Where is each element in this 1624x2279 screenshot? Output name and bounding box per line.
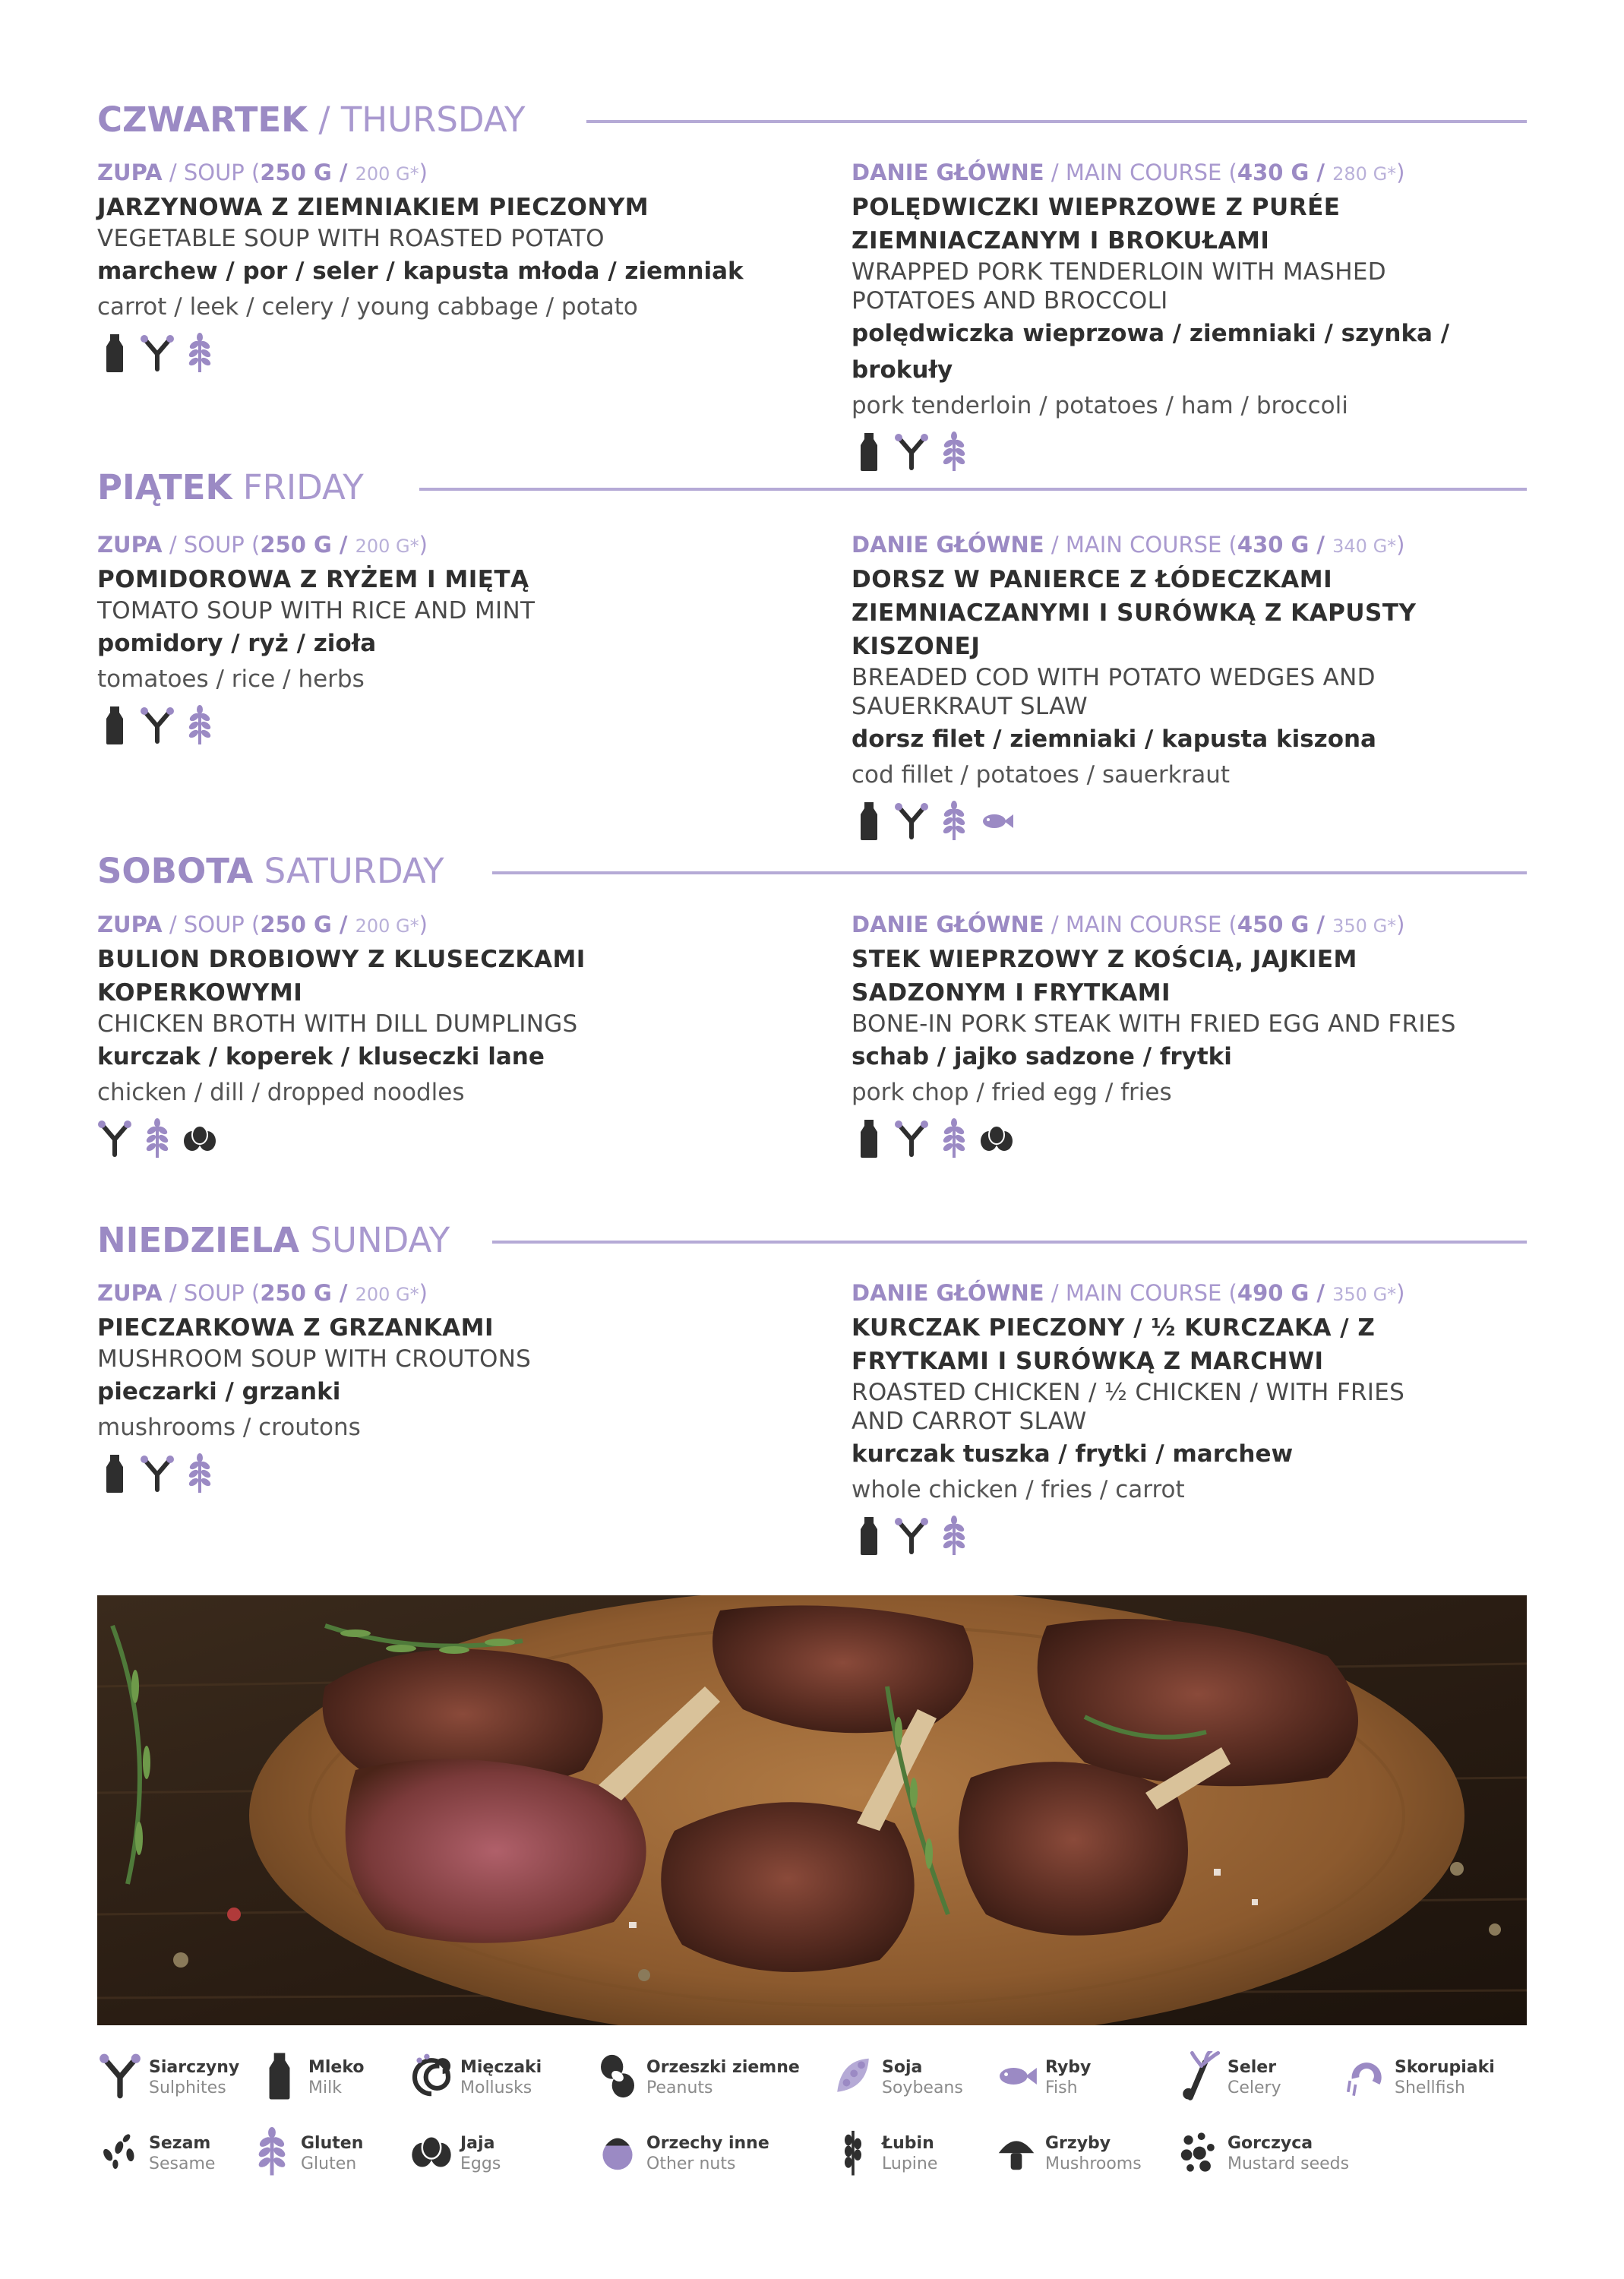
soup-course [97,1276,781,1497]
ingredients-en: tomatoes / rice / herbs [97,665,365,693]
legend-label-pl: Mleko [308,2058,365,2077]
milk-icon [97,1453,132,1497]
day-divider [492,1241,1527,1244]
legend-label-pl: Jaja [460,2134,495,2153]
day-divider [492,871,1527,874]
ingredients-en: pork tenderloin / potatoes / ham / broccoli [851,392,1348,419]
course-label: ZUPA / SOUP (250 G / 200 G*) [97,160,428,185]
gluten-icon [182,333,217,377]
allergen-icons [97,1119,781,1162]
legend-label-en: Eggs [460,2154,501,2173]
main-course [851,1276,1535,1559]
legend-label-en: Milk [308,2078,342,2097]
milk-icon [257,2051,302,2104]
gluten-icon [182,705,217,749]
day-title: CZWARTEK / THURSDAY [97,100,526,140]
legend-item-fish [994,2051,1091,2104]
course-label: ZUPA / SOUP (250 G / 200 G*) [97,1280,428,1306]
ingredients-pl: kurczak tuszka / frytki / marchew [851,1440,1294,1468]
shellfish-icon [1343,2051,1389,2104]
eggs-icon [182,1118,217,1162]
legend-label-pl: Orzeszki ziemne [646,2058,800,2077]
main-course [851,156,1535,475]
sesame-icon [97,2127,143,2180]
day-section-saturday [97,849,1527,894]
legend-label-en: Lupine [882,2154,938,2173]
legend-label-pl: Grzyby [1045,2134,1111,2153]
day-header [97,465,1527,510]
sulphites-icon [97,1118,132,1162]
legend-label-en: Mollusks [460,2078,532,2097]
legend-label-en: Mustard seeds [1227,2154,1350,2173]
dish-name-en: CHICKEN BROTH WITH DILL DUMPLINGS [97,1010,578,1038]
eggs-icon [979,1118,1014,1162]
mushrooms-icon [994,2127,1039,2180]
legend-item-celery [1176,2051,1281,2104]
ingredients-en: whole chicken / fries / carrot [851,1476,1185,1503]
sulphites-icon [894,1118,929,1162]
sulphites-icon [97,2051,143,2104]
day-header [97,97,1527,143]
legend-label-pl: Ryby [1045,2058,1092,2077]
ingredients-pl: pomidory / ryż / zioła [97,630,377,657]
soup-course [97,908,781,1162]
legend-label-pl: Seler [1227,2058,1277,2077]
dish-name-pl: PIECZARKOWA Z GRZANKAMI [97,1314,494,1342]
legend-label-pl: Gorczyca [1227,2134,1313,2153]
peanuts-icon [595,2051,640,2104]
ingredients-pl: polędwiczka wieprzowa / ziemniaki / szynka / brokuły [851,320,1450,384]
allergen-icons [97,333,781,376]
legend-item-peanuts [595,2051,800,2104]
ingredients-pl: schab / jajko sadzone / frytki [851,1043,1232,1070]
allergen-icons [97,706,781,748]
gluten-icon [937,801,972,845]
fish-icon [979,801,1014,845]
celery-icon [1176,2051,1221,2104]
legend-item-mushrooms [994,2127,1142,2180]
legend-label-pl: Łubin [882,2134,934,2153]
dish-name-en: BONE-IN PORK STEAK WITH FRIED EGG AND FRIES [851,1010,1456,1038]
legend-label-en: Sesame [149,2154,216,2173]
milk-icon [851,1516,886,1560]
legend-label-pl: Sezam [149,2134,211,2153]
dish-name-en: VEGETABLE SOUP WITH ROASTED POTATO [97,225,605,252]
legend-label-pl: Skorupiaki [1395,2058,1495,2077]
allergen-icons [851,1119,1535,1162]
sulphites-icon [140,705,175,749]
legend-label-pl: Gluten [301,2134,364,2153]
legend-item-sesame [97,2127,215,2180]
other-nuts-icon [595,2127,640,2180]
mollusks-icon [409,2051,454,2104]
gluten-icon [937,1118,972,1162]
dish-name-en: MUSHROOM SOUP WITH CROUTONS [97,1345,532,1373]
ingredients-en: mushrooms / croutons [97,1414,361,1441]
day-title: SOBOTA SATURDAY [97,851,444,891]
eggs-icon [409,2127,454,2180]
legend-item-lupine [830,2127,937,2180]
legend-item-sulphites [97,2051,239,2104]
course-label: DANIE GŁÓWNE / MAIN COURSE (490 G / 350 G*) [851,1280,1405,1306]
day-header [97,1218,1527,1263]
day-header [97,849,1527,894]
sulphites-icon [894,801,929,845]
gluten-icon [182,1453,217,1497]
legend-label-en: Soybeans [882,2078,963,2097]
lupine-icon [830,2127,876,2180]
legend-label-en: Mushrooms [1045,2154,1142,2173]
dish-name-pl: JARZYNOWA Z ZIEMNIAKIEM PIECZONYM [97,194,649,221]
legend-label-en: Fish [1045,2078,1078,2097]
dish-name-en: BREADED COD WITH POTATO WEDGES AND SAUERKRAUT SLAW [851,664,1376,720]
soup-course [97,156,781,376]
mustard-icon [1176,2127,1221,2180]
course-label: DANIE GŁÓWNE / MAIN COURSE (430 G / 340 G*) [851,532,1405,558]
allergen-icons [851,1516,1535,1559]
legend-item-other-nuts [595,2127,769,2180]
dish-name-pl: DORSZ W PANIERCE Z ŁÓDECZKAMI ZIEMNIACZANYMI I SURÓWKĄ Z KAPUSTY KISZONEJ [851,566,1417,660]
legend-item-shellfish [1343,2051,1495,2104]
day-divider [586,120,1527,123]
legend-item-mollusks [409,2051,542,2104]
ingredients-pl: pieczarki / grzanki [97,1378,341,1405]
gluten-icon [249,2127,295,2180]
main-course [851,908,1535,1162]
legend-label-en: Other nuts [646,2154,736,2173]
milk-icon [851,801,886,845]
dish-name-pl: BULION DROBIOWY Z KLUSECZKAMI KOPERKOWYMI [97,946,586,1007]
sulphites-icon [140,333,175,377]
soybeans-icon [830,2051,876,2104]
dish-name-pl: POLĘDWICZKI WIEPRZOWE Z PURÉE ZIEMNIACZANYM I BROKUŁAMI [851,194,1341,254]
fish-icon [994,2051,1039,2104]
course-label: DANIE GŁÓWNE / MAIN COURSE (450 G / 350 G*) [851,912,1405,937]
legend-label-pl: Soja [882,2058,923,2077]
legend-item-gluten [249,2127,363,2180]
legend-label-pl: Siarczyny [149,2058,240,2077]
dish-name-pl: POMIDOROWA Z RYŻEM I MIĘTĄ [97,566,529,593]
dish-name-pl: STEK WIEPRZOWY Z KOŚCIĄ, JAJKIEM SADZONYM I FRYTKAMI [851,946,1357,1007]
legend-label-pl: Orzechy inne [646,2134,769,2153]
day-divider [419,488,1527,491]
legend-label-en: Sulphites [149,2078,226,2097]
sulphites-icon [140,1453,175,1497]
ingredients-en: cod fillet / potatoes / sauerkraut [851,761,1231,789]
gluten-icon [937,1516,972,1560]
dish-name-pl: KURCZAK PIECZONY / ½ KURCZAKA / Z FRYTKAMI I SURÓWKĄ Z MARCHWI [851,1314,1376,1375]
legend-item-soybeans [830,2051,963,2104]
legend-item-milk [257,2051,365,2104]
sulphites-icon [894,1516,929,1560]
allergen-icons [851,801,1535,844]
grilled-lamb-chops-photo [97,1595,1527,2025]
course-label: ZUPA / SOUP (250 G / 200 G*) [97,532,428,558]
legend-label-en: Gluten [301,2154,357,2173]
soup-course [97,528,781,748]
dish-name-en: ROASTED CHICKEN / ½ CHICKEN / WITH FRIES AND CARROT SLAW [851,1379,1405,1435]
legend-item-mustard [1176,2127,1349,2180]
dish-name-en: WRAPPED PORK TENDERLOIN WITH MASHED POTATOES AND BROCCOLI [851,258,1386,315]
legend-label-en: Shellfish [1395,2078,1465,2097]
legend-item-eggs [409,2127,501,2180]
dish-name-en: TOMATO SOUP WITH RICE AND MINT [97,597,536,624]
main-course [851,528,1535,844]
course-label: ZUPA / SOUP (250 G / 200 G*) [97,912,428,937]
day-section-sunday [97,1218,1527,1263]
ingredients-en: chicken / dill / dropped noodles [97,1079,465,1106]
ingredients-en: carrot / leek / celery / young cabbage / potato [97,293,638,321]
gluten-icon [140,1118,175,1162]
ingredients-pl: dorsz filet / ziemniaki / kapusta kiszona [851,725,1376,753]
legend-label-en: Celery [1227,2078,1281,2097]
allergen-icons [97,1454,781,1497]
course-label: DANIE GŁÓWNE / MAIN COURSE (430 G / 280 G*) [851,160,1405,185]
legend-label-en: Peanuts [646,2078,713,2097]
day-title: PIĄTEK FRIDAY [97,467,364,507]
day-section-friday [97,465,1527,510]
milk-icon [97,705,132,749]
milk-icon [851,1118,886,1162]
ingredients-pl: kurczak / koperek / kluseczki lane [97,1043,545,1070]
day-title: NIEDZIELA SUNDAY [97,1220,450,1260]
day-section-thursday [97,97,1527,143]
ingredients-pl: marchew / por / seler / kapusta młoda / ziemniak [97,258,744,285]
ingredients-en: pork chop / fried egg / fries [851,1079,1172,1106]
legend-label-pl: Mięczaki [460,2058,542,2077]
milk-icon [97,333,132,377]
